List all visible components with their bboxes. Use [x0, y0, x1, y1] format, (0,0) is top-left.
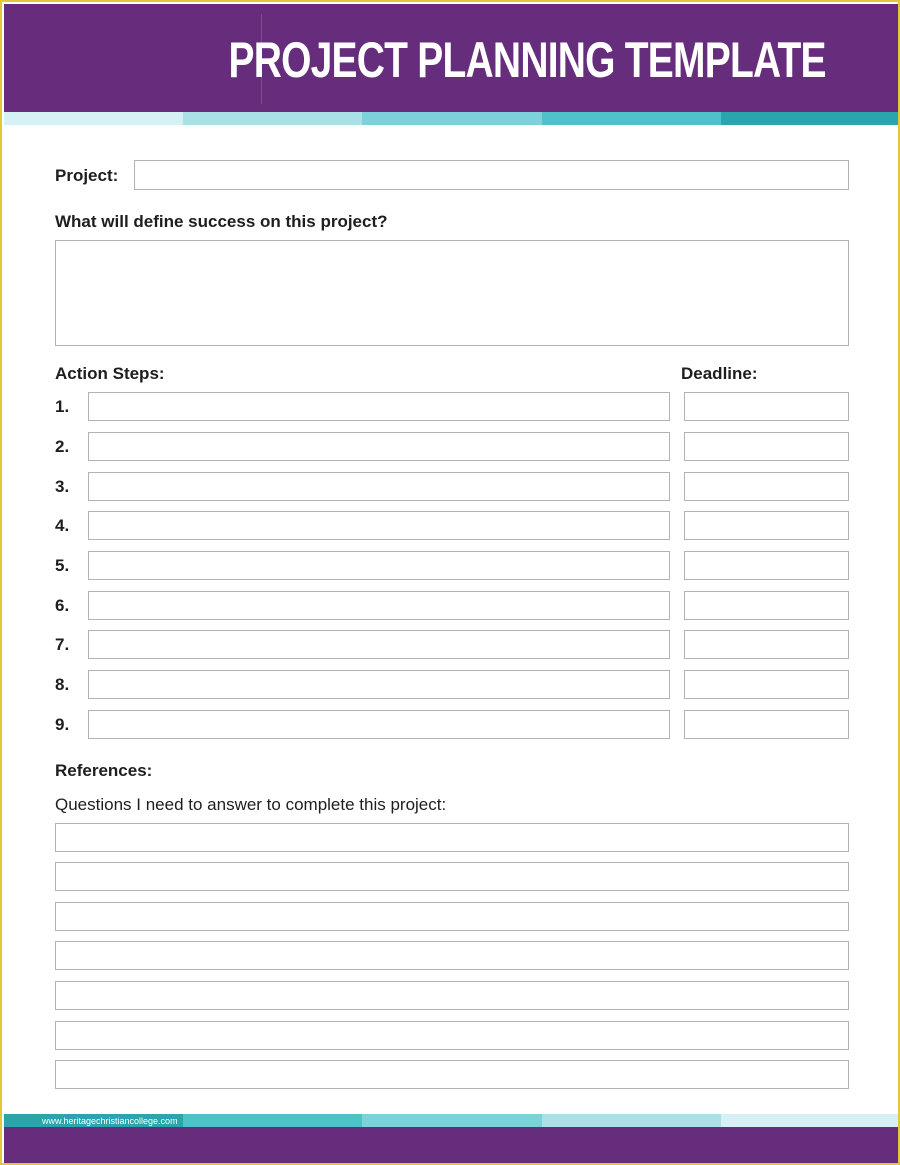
step-number: 6.	[55, 596, 70, 615]
question-field[interactable]	[55, 823, 849, 852]
step-field[interactable]	[88, 472, 670, 501]
step-number: 9.	[55, 715, 70, 734]
questions-label: Questions I need to answer to complete this project:	[55, 795, 447, 814]
step-number: 3.	[55, 477, 70, 496]
question-field[interactable]	[55, 981, 849, 1010]
step-field[interactable]	[88, 630, 670, 659]
deadline-field[interactable]	[684, 432, 849, 461]
page-title: PROJECT PLANNING TEMPLATE	[228, 32, 826, 88]
footer-banner	[4, 1127, 900, 1165]
deadline-field[interactable]	[684, 392, 849, 421]
project-field[interactable]	[134, 160, 849, 190]
question-field[interactable]	[55, 1021, 849, 1050]
step-number: 5.	[55, 556, 70, 575]
step-number: 7.	[55, 635, 70, 654]
deadline-field[interactable]	[684, 472, 849, 501]
step-field[interactable]	[88, 432, 670, 461]
step-field[interactable]	[88, 511, 670, 540]
question-field[interactable]	[55, 941, 849, 970]
deadline-field[interactable]	[684, 591, 849, 620]
step-field[interactable]	[88, 551, 670, 580]
step-number: 4.	[55, 516, 70, 535]
website-url: www.heritagechristiancollege.com	[42, 1116, 178, 1126]
top-color-stripe	[4, 112, 900, 125]
deadline-label: Deadline:	[681, 364, 758, 383]
deadline-field[interactable]	[684, 710, 849, 739]
question-field[interactable]	[55, 902, 849, 931]
deadline-field[interactable]	[684, 511, 849, 540]
question-field[interactable]	[55, 1060, 849, 1089]
success-label: What will define success on this project?	[55, 212, 388, 231]
step-field[interactable]	[88, 591, 670, 620]
step-field[interactable]	[88, 710, 670, 739]
step-field[interactable]	[88, 670, 670, 699]
action-steps-label: Action Steps:	[55, 364, 165, 383]
step-number: 2.	[55, 437, 70, 456]
step-number: 1.	[55, 397, 70, 416]
header-banner	[4, 4, 900, 112]
step-number: 8.	[55, 675, 70, 694]
question-field[interactable]	[55, 862, 849, 891]
references-label: References:	[55, 761, 153, 780]
success-field[interactable]	[55, 240, 849, 346]
deadline-field[interactable]	[684, 551, 849, 580]
deadline-field[interactable]	[684, 670, 849, 699]
deadline-field[interactable]	[684, 630, 849, 659]
project-label: Project:	[55, 166, 119, 185]
step-field[interactable]	[88, 392, 670, 421]
